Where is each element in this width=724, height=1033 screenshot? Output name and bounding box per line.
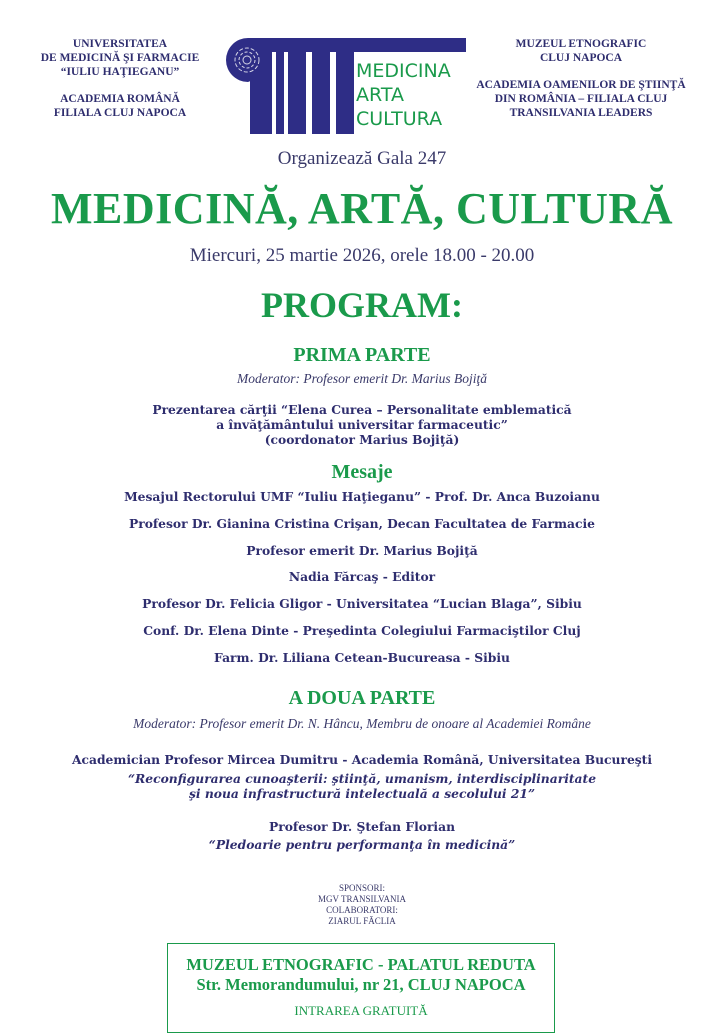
logo xyxy=(226,38,471,134)
book-presentation xyxy=(0,402,724,447)
event-title: MEDICINĂ, ARTĂ, CULTURĂ xyxy=(51,184,673,233)
message-item: Profesor Dr. Gianina Cristina Crişan, Decan Facultatea de Farmacie xyxy=(128,515,596,531)
header-left-line: ACADEMIA ROMÂNĂ xyxy=(60,93,180,105)
book-line: (coordonator Marius Bojiţă) xyxy=(264,432,460,447)
part2-heading: A DOUA PARTE xyxy=(288,687,436,709)
message-item: Mesajul Rectorului UMF “Iuliu Haţieganu” - Prof. Dr. Anca Buzoianu xyxy=(124,489,600,504)
book-line: a învăţământului universitar farmaceutic” xyxy=(216,417,508,432)
header-left-line: UNIVERSITATEA xyxy=(72,38,168,50)
message-item: Farm. Dr. Liliana Cetean-Bucureasa - Sibiu xyxy=(214,649,510,665)
header-right-institutions xyxy=(448,37,714,120)
part1-heading: PRIMA PARTE xyxy=(293,344,431,366)
message-item: Conf. Dr. Elena Dinte - Preşedinta Colegiului Farmaciştilor Cluj xyxy=(143,622,581,638)
venue-name: MUZEUL ETNOGRAFIC - PALATUL REDUTA xyxy=(186,955,536,974)
header-left-line: “IULIU HAŢIEGANU” xyxy=(60,66,180,78)
header-left-line: FILIALA CLUJ NAPOCA xyxy=(53,107,187,119)
speaker2: Profesor Dr. Ştefan Florian xyxy=(268,819,456,834)
talk2: “Pledoarie pentru performanţa în medicină” xyxy=(208,837,516,852)
messages-heading: Mesaje xyxy=(331,461,393,483)
header-right-line: TRANSILVANIA LEADERS xyxy=(509,107,653,119)
event-datetime: Miercuri, 25 martie 2026, orele 18.00 - 20.00 xyxy=(189,245,535,266)
header-left-institutions xyxy=(20,37,220,120)
organizer-line: Organizează Gala 247 xyxy=(277,148,447,169)
part1-moderator: Moderator: Profesor emerit Dr. Marius Bojiţă xyxy=(237,371,487,386)
venue-box xyxy=(167,943,555,1033)
header-right-line: CLUJ NAPOCA xyxy=(539,52,623,64)
venue-entry: INTRAREA GRATUITĂ xyxy=(294,1003,428,1018)
sponsors-label: SPONSORI: xyxy=(338,883,385,893)
collaborator-name: ZIARUL FĂCLIA xyxy=(328,916,396,926)
message-item: Profesor emerit Dr. Marius Bojiţă xyxy=(246,542,478,558)
logo-word-medicina: MEDICINA xyxy=(356,60,451,82)
part2-moderator: Moderator: Profesor emerit Dr. N. Hâncu, Membru de onoare al Academiei Române xyxy=(133,716,591,731)
header-right-line: MUZEUL ETNOGRAFIC xyxy=(515,38,647,50)
talk1 xyxy=(0,771,724,801)
header-right-line: DIN ROMÂNIA – FILIALA CLUJ xyxy=(494,93,668,105)
venue-address: Str. Memorandumului, nr 21, CLUJ NAPOCA xyxy=(196,975,526,994)
message-item: Profesor Dr. Felicia Gligor - Universitatea “Lucian Blaga”, Sibiu xyxy=(142,596,582,612)
message-item: Nadia Fărcaş - Editor xyxy=(288,569,436,585)
sponsor-name: MGV TRANSILVANIA xyxy=(318,894,406,904)
collaborators-label: COLABORATORI: xyxy=(326,905,398,915)
messages-list xyxy=(0,489,724,677)
program-heading: PROGRAM: xyxy=(261,285,463,325)
logo-word-arta: ARTA xyxy=(356,84,404,106)
header-left-line: DE MEDICINĂ ŞI FARMACIE xyxy=(40,52,200,64)
header-right-line: ACADEMIA OAMENILOR DE ŞTIINŢĂ xyxy=(476,79,686,91)
sponsors-block xyxy=(0,883,724,927)
book-line: Prezentarea cărţii “Elena Curea – Personalitate emblematică xyxy=(152,402,572,417)
talk1-line: şi noua infrastructură intelectuală a secolului 21” xyxy=(188,786,536,801)
speaker1: Academician Profesor Mircea Dumitru - Academia Română, Universitatea Bucureşti xyxy=(71,752,653,767)
logo-word-cultura: CULTURA xyxy=(356,108,443,130)
talk1-line: “Reconfigurarea cunoaşterii: ştiinţă, umanism, interdisciplinaritate xyxy=(127,771,597,786)
